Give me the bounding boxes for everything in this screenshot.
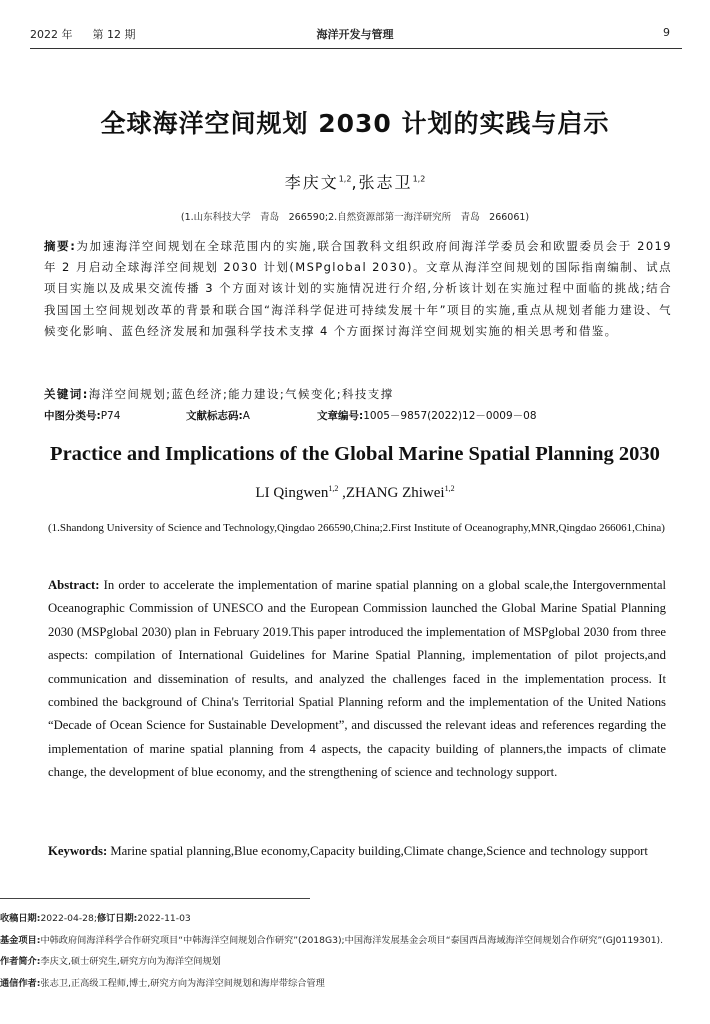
corr-text: 张志卫,正高级工程师,博士,研究方向为海洋空间规划和海岸带综合管理 <box>40 977 325 989</box>
en-affiliation: (1.Shandong University of Science and Technology,Qingdao 266590,China;2.First Institute of Oceanography,MNR,Qingdao 266061,China) <box>48 522 665 534</box>
bio-text: 李庆文,硕士研究生,研究方向为海洋空间规划 <box>40 956 221 967</box>
article-no-value: 1005－9857(2022)12－0009－08 <box>363 410 537 422</box>
header-journal: 海洋开发与管理 <box>316 28 394 41</box>
cn-keywords-label: 关键词: <box>44 387 89 401</box>
cn-author-1-affil: 1,2 <box>338 174 352 184</box>
en-abstract-text: In order to accelerate the implementation of marine spatial planning on a global scale,the Intergovernmental Oceanographic Commission of UNESCO and the European Commission launched the Global Marine Spatial Planning 2030 (MSPglobal 2030) plan in February 2019.This paper introduced the implementation of MSPglobal 2030 from three aspects: compilation of International Guidelines for Marine Spatial Planning, implementation of pilot projects,and communication and dissemination of results, and analyzed the challenges faced in the implementation process. It combined the background of China's Territorial Spatial Planning reform and the implementation of the United Nations “Decade of Ocean Science for Sustainable Development”, and discussed the relevant ideas and references regarding the implementation of marine spatial planning from 4 aspects, the capacity building of planners,the impacts of climate change, the development of blue economy, and the strengthening of science and technology support. <box>48 578 667 780</box>
en-keywords-label: Keywords: <box>48 844 108 858</box>
cn-keywords <box>44 386 672 402</box>
footnote-dates <box>0 908 700 930</box>
en-title: Practice and Implications of the Global Marine Spatial Planning 2030 <box>50 443 660 465</box>
en-keywords-text: Marine spatial planning,Blue economy,Capacity building,Climate change,Science and technology support <box>110 844 648 858</box>
en-abstract-label: Abstract: <box>48 578 100 592</box>
footnote-rule <box>0 898 310 899</box>
clc-value: P74 <box>100 410 121 422</box>
cn-abstract-text: 为加速海洋空间规划在全球范围内的实施,联合国教科文组织政府间海洋学委员会和欧盟委员会于 2019 年 2 月启动全球海洋空间规划 2030 计划(MSPglobal 2030)。文章从海洋空间规划的国际指南编制、试点项目实施以及成果交流传播 3 个方面对该计划的实施情况进行介绍,分析该计划在实施过程中面临的挑战;结合我国国土空间规划改革的背景和联合国“海洋科学促进可持续发展十年”项目的实施,重点从规划者能力建设、气候变化影响、蓝色经济发展和加强科学技术支撑 4 个方面探讨海洋空间规划实施的相关思考和借鉴。 <box>44 239 672 338</box>
en-authors <box>0 484 710 502</box>
header-rule <box>30 48 682 49</box>
cn-author-2-affil: 1,2 <box>412 174 426 184</box>
footnotes <box>0 908 700 994</box>
cn-affiliation: (1.山东科技大学 青岛 266590;2.自然资源部第一海洋研究所 青岛 266061) <box>180 212 530 223</box>
en-author-2: ZHANG Zhiwei <box>345 485 445 501</box>
en-author-2-affil: 1,2 <box>444 484 455 493</box>
header-page-number: 9 <box>663 26 670 39</box>
en-author-1: LI Qingwen <box>255 485 329 501</box>
revised-label: 修订日期: <box>96 913 138 924</box>
clc-label: 中图分类号: <box>44 410 101 422</box>
corr-label: 通信作者: <box>0 977 41 989</box>
cn-author-separator: , <box>351 173 359 192</box>
fund-text: 中韩政府间海洋科学合作研究项目“中韩海洋空间规划合作研究”(2018G3);中国海洋发展基金会项目“泰国西昌海域海洋空间规划合作研究”(GJ0119301). <box>40 934 664 946</box>
revised-date: 2022-11-03 <box>137 913 191 924</box>
en-abstract <box>48 574 666 785</box>
doc-code-value: A <box>242 410 250 422</box>
en-keywords <box>48 840 666 863</box>
footnote-fund <box>0 930 700 952</box>
doc-code-field <box>186 408 250 423</box>
article-no-label: 文章编号: <box>317 410 364 422</box>
en-author-1-affil: 1,2 <box>328 484 339 493</box>
en-author-separator: , <box>338 485 346 501</box>
header-year: 2022 年 <box>30 28 73 41</box>
doc-code-label: 文献标志码: <box>186 410 243 422</box>
cn-title: 全球海洋空间规划 2030 计划的实践与启示 <box>100 109 610 138</box>
footnote-bio <box>0 951 700 973</box>
bio-label: 作者简介: <box>0 956 41 967</box>
received-date: 2022-04-28; <box>40 913 97 924</box>
cn-authors <box>0 170 710 193</box>
clc-field <box>44 408 120 423</box>
header-issue: 第 12 期 <box>92 28 136 41</box>
received-label: 收稿日期: <box>0 913 41 924</box>
footnote-corresponding <box>0 973 700 995</box>
cn-abstract <box>44 236 672 342</box>
article-no-field <box>317 408 537 423</box>
fund-label: 基金项目: <box>0 934 41 946</box>
cn-abstract-label: 摘要: <box>44 239 77 253</box>
cn-keywords-text: 海洋空间规划;蓝色经济;能力建设;气候变化;科技支撑 <box>88 387 394 401</box>
cn-author-1: 李庆文 <box>284 173 339 192</box>
cn-author-2: 张志卫 <box>358 173 413 192</box>
